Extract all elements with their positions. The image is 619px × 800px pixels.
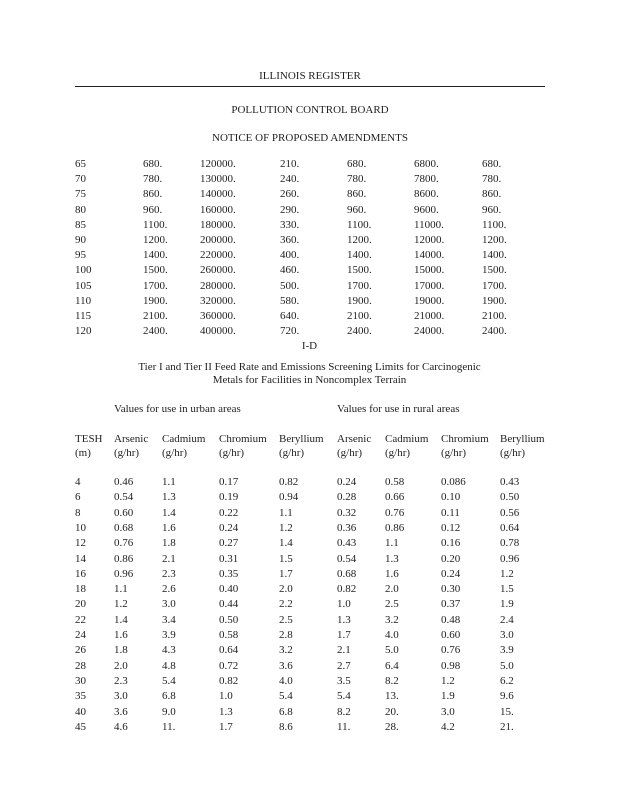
table-cell: 1200. (482, 234, 507, 246)
table-cell: 260. (280, 188, 300, 201)
table-cell: 120000. (200, 158, 236, 170)
table-cell: (g/hr) (114, 447, 140, 459)
table-cell: 3.0 (162, 598, 176, 611)
table-cell: 105 (75, 279, 92, 292)
table-cell: 780. (482, 173, 502, 186)
table-cell: 1500. (482, 264, 507, 277)
table-cell: 2.3 (114, 674, 128, 687)
table-cell: 400. (280, 249, 300, 262)
table-cell: 3.9 (500, 644, 514, 657)
table-cell: 20. (385, 705, 399, 718)
table-cell: 1900. (482, 294, 507, 307)
table-cell: 17000. (414, 279, 445, 292)
table-cell: 1.1 (385, 537, 399, 550)
table-cell: 330. (280, 218, 300, 231)
table-cell: 2.1 (162, 552, 176, 565)
table-row (0, 476, 619, 489)
table-cell: 8 (75, 506, 81, 519)
table-cell: 5.4 (337, 690, 351, 703)
table-row (0, 522, 619, 535)
table-cell: 2400. (347, 325, 372, 338)
table-cell: 0.96 (114, 567, 134, 580)
table-cell: 1.0 (337, 598, 351, 611)
table-cell: 2.5 (279, 613, 293, 626)
table-cell: Arsenic (337, 433, 372, 445)
table-cell: 860. (347, 188, 367, 201)
table-cell: 11000. (414, 218, 444, 231)
table-cell: 5.4 (162, 674, 176, 687)
table-cell: 1.7 (337, 629, 351, 641)
table-cell: 680. (143, 158, 163, 170)
table-cell: 320000. (200, 294, 236, 307)
table-row (0, 568, 619, 581)
table-cell: 0.40 (219, 583, 239, 596)
table-cell: 0.43 (500, 476, 520, 488)
table-cell: 200000. (200, 234, 236, 246)
table-cell: 4 (75, 476, 81, 488)
table-cell: 720. (280, 325, 300, 338)
table-cell: 0.46 (114, 476, 134, 488)
table-cell: 1.5 (279, 552, 293, 565)
table-row (0, 553, 619, 566)
table-cell: 85 (75, 218, 86, 231)
table-cell: 5.0 (500, 659, 514, 672)
table-cell: 1.3 (162, 491, 176, 504)
table-cell: 3.2 (279, 644, 293, 657)
table-cell: 0.086 (441, 476, 466, 488)
rural-values-label: Values for use in rural areas (337, 403, 460, 415)
table-cell: 0.28 (337, 491, 357, 504)
table-cell: 0.30 (441, 583, 461, 596)
table-cell: 6.8 (162, 690, 176, 703)
table-cell: TESH (75, 433, 103, 445)
table-cell: 1400. (347, 249, 372, 262)
table-cell: 2100. (482, 310, 507, 322)
table-cell: 1100. (482, 218, 507, 231)
table-cell: 6 (75, 491, 81, 504)
table-cell: 6.8 (279, 705, 293, 718)
table-cell: (g/hr) (500, 447, 526, 459)
table-cell: 0.36 (337, 521, 357, 534)
table-cell: 360000. (200, 310, 236, 322)
table-cell: 6.4 (385, 659, 399, 672)
table-cell: 0.17 (219, 476, 239, 488)
table-cell: (g/hr) (385, 447, 411, 459)
table-cell: 115 (75, 310, 92, 322)
table-cell: 1.7 (279, 567, 293, 580)
table-cell: 65 (75, 158, 86, 170)
table-row (0, 644, 619, 657)
table-cell: Cadmium (162, 433, 206, 445)
table-cell: 14 (75, 552, 86, 565)
table-cell: 0.82 (219, 674, 239, 687)
table-cell: 2.4 (500, 613, 514, 626)
table-row (0, 264, 619, 277)
table-cell: 240. (280, 173, 300, 186)
table-cell: 1.2 (279, 521, 293, 534)
table-cell: 960. (143, 203, 163, 216)
table-cell: 0.27 (219, 537, 239, 550)
table-cell: 26 (75, 644, 86, 657)
table-cell: 0.54 (337, 552, 357, 565)
table-cell: 780. (347, 173, 367, 186)
table-cell: 0.94 (279, 491, 299, 504)
table-cell: 3.5 (337, 674, 351, 687)
table-cell: 9.6 (500, 690, 514, 703)
table-cell: 210. (280, 158, 300, 170)
table-cell: 3.0 (114, 690, 128, 703)
table-cell: (g/hr) (162, 447, 188, 459)
table-cell: 280000. (200, 279, 236, 292)
table-cell: 0.54 (114, 491, 134, 504)
table-cell: 1.3 (337, 613, 351, 626)
table-row (0, 188, 619, 201)
table-cell: 0.58 (385, 476, 405, 488)
table-cell: 2.0 (114, 659, 128, 672)
table-cell: 1900. (347, 294, 372, 307)
table-cell: 35 (75, 690, 86, 703)
table-cell: 7800. (414, 173, 439, 186)
table-cell: 100 (75, 264, 92, 277)
table-cell: 1400. (482, 249, 507, 262)
table-cell: 11. (337, 720, 351, 733)
table-cell: 3.9 (162, 629, 176, 641)
table-cell: 0.76 (441, 644, 461, 657)
table-cell: 1.9 (441, 690, 455, 703)
board-title: POLLUTION CONTROL BOARD (231, 104, 389, 116)
table-cell: 0.56 (500, 506, 520, 519)
table-cell: 1200. (347, 234, 372, 246)
table-cell: 2.5 (385, 598, 399, 611)
table-cell: Chromium (219, 433, 267, 445)
table-cell: 0.86 (385, 521, 405, 534)
table-cell: 8.2 (385, 674, 399, 687)
table-row (0, 706, 619, 719)
table-cell: 1.9 (500, 598, 514, 611)
table-title-line2: Metals for Facilities in Noncomplex Terrain (212, 374, 407, 386)
table-cell: 19000. (414, 294, 445, 307)
table-cell: 24000. (414, 325, 445, 338)
table-cell: 960. (347, 203, 367, 216)
table-cell: 30 (75, 674, 86, 687)
table-cell: Cadmium (385, 433, 429, 445)
table-row (0, 249, 619, 262)
table-cell: 45 (75, 720, 86, 733)
table-row (0, 204, 619, 217)
table-row (0, 721, 619, 734)
table-cell: 1.1 (279, 506, 293, 519)
table-cell: 0.76 (385, 506, 405, 519)
table-cell: 960. (482, 203, 502, 216)
table-cell: 80 (75, 203, 86, 216)
table-cell: 3.0 (500, 629, 514, 641)
column-headers (0, 433, 619, 446)
table-cell: 13. (385, 690, 399, 703)
table-cell: 640. (280, 310, 300, 322)
table-row (0, 234, 619, 247)
table-cell: 1500. (347, 264, 372, 277)
table-cell: 580. (280, 294, 300, 307)
table-row (0, 310, 619, 323)
table-cell: 0.16 (441, 537, 461, 550)
table-cell: 4.8 (162, 659, 176, 672)
table-cell: 1.8 (114, 644, 128, 657)
table-cell: 8600. (414, 188, 439, 201)
table-cell: 160000. (200, 203, 236, 216)
table-cell: 6800. (414, 158, 439, 170)
table-cell: 0.72 (219, 659, 239, 672)
table-cell: 1.6 (162, 521, 176, 534)
table-cell: 4.2 (441, 720, 455, 733)
table-cell: 0.58 (219, 629, 239, 641)
table-cell: 0.86 (114, 552, 134, 565)
table-cell: 0.10 (441, 491, 461, 504)
table-cell: 0.78 (500, 537, 520, 550)
table-cell: 0.68 (114, 521, 134, 534)
table-row (0, 173, 619, 186)
table-cell: 8.2 (337, 705, 351, 718)
table-row (0, 280, 619, 293)
header-rule (75, 86, 545, 87)
table-cell: 9.0 (162, 705, 176, 718)
table-row (0, 629, 619, 642)
table-cell: 1500. (143, 264, 168, 277)
table-cell: 1700. (482, 279, 507, 292)
notice-title: NOTICE OF PROPOSED AMENDMENTS (212, 132, 408, 144)
table-cell: Beryllium (500, 433, 545, 445)
table-cell: 0.24 (219, 521, 239, 534)
table-cell: 120 (75, 325, 92, 338)
table-cell: 18 (75, 583, 86, 596)
table-cell: Arsenic (114, 433, 149, 445)
table-cell: 21. (500, 720, 514, 733)
table-cell: 10 (75, 521, 86, 534)
table-cell: 1.6 (385, 567, 399, 580)
table-cell: 0.35 (219, 567, 239, 580)
table-cell: 130000. (200, 173, 236, 186)
table-cell: 460. (280, 264, 300, 277)
table-cell: 2400. (143, 325, 168, 338)
table-cell: 70 (75, 173, 86, 186)
table-cell: 15000. (414, 264, 445, 277)
table-cell: 140000. (200, 188, 236, 201)
table-cell: 3.4 (162, 613, 176, 626)
table-cell: 5.4 (279, 690, 293, 703)
table-cell: 4.3 (162, 644, 176, 657)
table-cell: 0.82 (279, 476, 299, 488)
table-cell: 1400. (143, 249, 168, 262)
table-row (0, 660, 619, 673)
table-cell: 3.0 (441, 705, 455, 718)
table-cell: 0.60 (114, 506, 134, 519)
table-cell: 1200. (143, 234, 168, 246)
table-cell: 1.8 (162, 537, 176, 550)
table-row (0, 614, 619, 627)
table-cell: 1.4 (114, 613, 128, 626)
table-cell: 2100. (143, 310, 168, 322)
table-title-line1: Tier I and Tier II Feed Rate and Emissions Screening Limits for Carcinogenic (138, 361, 481, 373)
table-cell: (g/hr) (219, 447, 245, 459)
table-cell: Beryllium (279, 433, 324, 445)
table-cell: 28. (385, 720, 399, 733)
table-row (0, 598, 619, 611)
table-row (0, 537, 619, 550)
table-cell: (g/hr) (441, 447, 467, 459)
table-cell: 780. (143, 173, 163, 186)
table-cell: 2.0 (385, 583, 399, 596)
table-cell: 11. (162, 720, 176, 733)
table-cell: 0.64 (219, 644, 239, 657)
table-cell: 0.50 (219, 613, 239, 626)
table-cell: 0.22 (219, 506, 239, 519)
column-units (0, 447, 619, 460)
table-cell: 680. (482, 158, 502, 170)
table-cell: 1.4 (162, 506, 176, 519)
table-cell: 1.1 (162, 476, 176, 488)
table-cell: 1.1 (114, 583, 128, 596)
table-cell: 0.50 (500, 491, 520, 504)
table-cell: 1700. (143, 279, 168, 292)
table-cell: 3.6 (279, 659, 293, 672)
table-cell: 0.20 (441, 552, 461, 565)
table-cell: 1.7 (219, 720, 233, 733)
table-cell: 2.2 (279, 598, 293, 611)
table-row (0, 690, 619, 703)
table-cell: 360. (280, 234, 300, 246)
table-cell: 400000. (200, 325, 236, 338)
table-cell: 1.6 (114, 629, 128, 641)
table-cell: 12000. (414, 234, 445, 246)
table-cell: 1.2 (441, 674, 455, 687)
table-cell: 2.1 (337, 644, 351, 657)
table-row (0, 507, 619, 520)
table-row (0, 675, 619, 688)
table-cell: 0.96 (500, 552, 520, 565)
table-cell: 21000. (414, 310, 445, 322)
table-cell: 9600. (414, 203, 439, 216)
table-cell: 2.8 (279, 629, 293, 641)
table-label: I-D (301, 340, 318, 352)
table-cell: 22 (75, 613, 86, 626)
table-cell: 2.3 (162, 567, 176, 580)
table-cell: 24 (75, 629, 86, 641)
table-cell: 0.12 (441, 521, 461, 534)
table-cell: 1.2 (114, 598, 128, 611)
table-cell: 0.48 (441, 613, 461, 626)
table-cell: 15. (500, 705, 514, 718)
table-cell: 4.0 (279, 674, 293, 687)
table-row (0, 325, 619, 338)
table-cell: 0.24 (441, 567, 461, 580)
table-cell: 110 (75, 294, 92, 307)
table-cell: 0.98 (441, 659, 461, 672)
table-cell: 16 (75, 567, 86, 580)
table-cell: 290. (280, 203, 300, 216)
table-cell: 180000. (200, 218, 236, 231)
table-cell: 1100. (347, 218, 372, 231)
table-cell: 2100. (347, 310, 372, 322)
table-cell: 0.66 (385, 491, 405, 504)
table-cell: (g/hr) (279, 447, 305, 459)
table-cell: 0.44 (219, 598, 239, 611)
table-cell: 500. (280, 279, 300, 292)
table-cell: 0.60 (441, 629, 461, 641)
table-cell: 28 (75, 659, 86, 672)
table-cell: 1.2 (500, 567, 514, 580)
table-cell: 260000. (200, 264, 236, 277)
table-cell: 0.82 (337, 583, 357, 596)
table-cell: 1.4 (279, 537, 293, 550)
table-cell: 0.64 (500, 521, 520, 534)
table-cell: 1900. (143, 294, 168, 307)
table-cell: 90 (75, 234, 86, 246)
table-cell: 75 (75, 188, 86, 201)
table-cell: 4.0 (385, 629, 399, 641)
table-cell: 0.11 (441, 506, 460, 519)
table-cell: 1.3 (385, 552, 399, 565)
table-cell: 0.76 (114, 537, 134, 550)
table-cell: 20 (75, 598, 86, 611)
table-cell: 8.6 (279, 720, 293, 733)
table-cell: 1700. (347, 279, 372, 292)
table-cell: Chromium (441, 433, 489, 445)
table-row (0, 583, 619, 596)
table-row (0, 158, 619, 171)
table-cell: 14000. (414, 249, 445, 262)
table-cell: 680. (347, 158, 367, 170)
table-cell: (m) (75, 447, 91, 459)
table-cell: 4.6 (114, 720, 128, 733)
table-cell: 220000. (200, 249, 236, 262)
table-cell: 3.6 (114, 705, 128, 718)
table-cell: 860. (143, 188, 163, 201)
table-cell: 1.5 (500, 583, 514, 596)
table-cell: 0.68 (337, 567, 357, 580)
table-cell: 2400. (482, 325, 507, 338)
table-cell: (g/hr) (337, 447, 363, 459)
table-cell: 0.31 (219, 552, 239, 565)
table-cell: 2.0 (279, 583, 293, 596)
table-cell: 0.37 (441, 598, 461, 611)
table-row (0, 295, 619, 308)
table-cell: 6.2 (500, 674, 514, 687)
table-cell: 0.32 (337, 506, 357, 519)
table-cell: 1.0 (219, 690, 233, 703)
table-cell: 5.0 (385, 644, 399, 657)
table-cell: 1100. (143, 218, 168, 231)
register-title: ILLINOIS REGISTER (259, 70, 361, 82)
table-cell: 40 (75, 705, 86, 718)
urban-values-label: Values for use in urban areas (114, 403, 241, 415)
table-cell: 860. (482, 188, 502, 201)
table-row (0, 219, 619, 232)
table-cell: 3.2 (385, 613, 399, 626)
table-cell: 2.7 (337, 659, 351, 672)
table-cell: 2.6 (162, 583, 176, 596)
table-cell: 0.19 (219, 491, 239, 504)
table-row (0, 491, 619, 504)
table-cell: 0.43 (337, 537, 357, 550)
table-cell: 0.24 (337, 476, 357, 488)
table-cell: 1.3 (219, 705, 233, 718)
table-cell: 95 (75, 249, 86, 262)
table-cell: 12 (75, 537, 86, 550)
